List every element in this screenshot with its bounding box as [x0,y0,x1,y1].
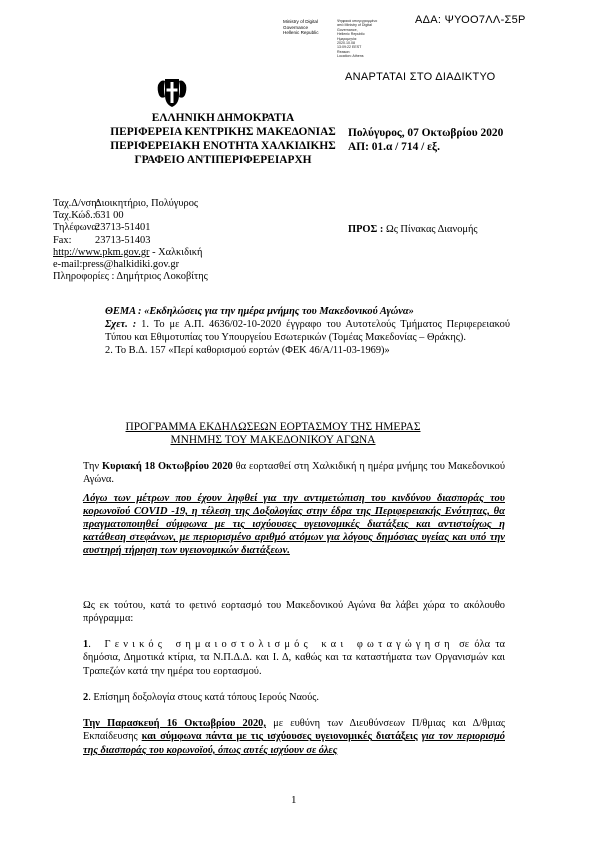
zip-row [53,210,313,222]
program-title-line1: ΠΡΟΓΡΑΜΜΑ ΕΚΔΗΛΩΣΕΩΝ ΕΟΡΤΑΣΜΟΥ ΤΗΣ ΗΜΕΡΑΣ [125,421,421,433]
stamp-detail: Hellenic Republic [337,32,365,37]
stamp-detail: Reason: [337,49,351,54]
phone-label: Τηλέφωνα: [53,222,100,234]
zip-value: 631 00 [95,210,124,222]
recipients-label: ΠΡΟΣ : [348,224,384,235]
paragraph-program-intro: Ως εκ τούτου, κατά το φετινό εορτασμό του Μακεδονικού Αγώνα θα λάβει χώρα το ακόλουθο πρόγραμμα: [83,600,505,625]
recipients [348,224,478,235]
p6-date: Την Παρασκευή 16 Οκτωβρίου 2020, [83,718,266,729]
greek-emblem-icon [155,75,189,114]
phone-row [53,222,313,234]
email-row [53,259,313,271]
recipients-value: Ως Πίνακας Διανομής [383,224,478,235]
stamp-detail: Governance, [337,27,358,32]
paragraph-covid-measures: Λόγω των μέτρων που έχουν ληφθεί για την αντιμετώπιση του κινδύνου διασποράς του κορωνοϊού COVID -19, η τέλεση της Δοξολογίας στην έδρα της Περιφερειακής Ενότητας, θα πραγματοποιηθεί σύμφωνα με τις ισχύουσες υγειονομικές διατάξεις και αντιστοίχως η κατάθεση στεφάνων, με περιορισμένο αριθμό ατόμων για λόγους δημόσιας υγείας και υπό την αυστηρή τήρηση των υγειονομικών διατάξεων. [83,493,505,557]
item-2-number: 2 [83,692,89,703]
header-regional-unit: ΠΕΡΙΦΕΡΕΙΑΚΗ ΕΝΟΤΗΤΑ ΧΑΛΚΙΔΙΚΗΣ [110,140,336,152]
stamp-detail: 13:09:22 EEST [337,45,362,50]
p6-restriction: για τον περιορισμό της διασποράς του κορωνοϊού, όπως αυτές ισχύουν σε όλες [83,731,505,756]
website-row [53,247,313,259]
paragraph-friday [83,717,505,757]
stamp-detail: Ημερομηνία: [337,36,358,41]
place-date: Πολύγυρος, 07 Οκτωβρίου 2020 [348,127,504,139]
stamp-detail: 2020.10.08 [337,41,355,46]
zip-label: Ταχ.Κώδ.: [53,210,96,222]
program-title [53,421,493,446]
fax-value: 23713-51403 [95,234,151,246]
info-row [53,271,313,283]
p6-text: με ευθύνη των Διευθύνσεων Π/θμιας και Δ/θμιας Εκπαίδευσης [83,718,505,743]
stamp-line: Hellenic Republic [283,30,319,36]
header-country: ΕΛΛΗΝΙΚΗ ΔΗΜΟΚΡΑΤΙΑ [151,112,295,124]
digital-signature-details [337,19,397,59]
item-1-number: 1 [83,639,89,650]
published-online-note: ΑΝΑΡΤΑΤΑΙ ΣΤΟ ΔΙΑΔΙΚΤΥΟ [345,71,496,83]
item-1-spaced: . Γενικός σημαιοστολισμός και φωταγώγηση [88,639,454,650]
info-contact: Πληροφορίες : Δημήτριος Λοκοβίτης [53,271,208,283]
item-1-text: σε όλα τα δημόσια, Δημοτικά κτίρια, τα Ν.Π.Δ.Δ. και Ι. Δ, καθώς και τα καταστήματα των Οργανισμών και Τραπεζών κατά την ημέρα του εορτασμού. [83,639,505,677]
header-region: ΠΕΡΙΦΕΡΕΙΑ ΚΕΝΤΡΙΚΗΣ ΜΑΚΕΔΟΝΙΑΣ [110,126,336,138]
phone-value: 23713-51401 [95,222,151,234]
protocol-number: ΑΠ: 01.α / 714 / εξ. [348,141,440,153]
program-title-line2: ΜΝΗΜΗΣ ΤΟΥ ΜΑΚΕΔΟΝΙΚΟΥ ΑΓΩΝΑ [170,433,376,446]
reference-1-text: 1. Το με Α.Π. 4636/02-10-2020 έγγραφο του Αυτοτελούς Τμήματος Περιφερειακού Τύπου και Εθιμοτυπίας του Υπουργείου Εσωτερικών (Τομέας Μακεδονίας – Θράκης). [105,319,510,343]
p6-compliance: και σύμφωνα πάντα με τις ισχύουσες υγειονομικές διατάξεις [141,731,418,743]
page-number: 1 [291,794,297,806]
address-row [53,198,313,210]
item-2-text: . Επίσημη δοξολογία στους κατά τόπους Ιερούς Ναούς. [88,692,319,703]
website-link[interactable]: http://www.pkm.gov.gr [53,246,150,258]
street-label: Ταχ.Δ/νση: [53,198,100,209]
stamp-line: Ministry of Digital [283,19,318,24]
subject-value: «Εκδηλώσεις για την ημέρα μνήμης του Μακεδονικού Αγώνα» [144,306,414,317]
paragraph-date [83,460,505,487]
subject-line [105,305,510,318]
program-item-2 [83,691,505,704]
fax-row [53,235,313,247]
reference-2: 2. Το Β.Δ. 157 «Περί καθορισμού εορτών (ΦΕΚ 46/Α/11-03-1969)» [105,345,390,356]
reference-1 [105,318,510,344]
subject-label: ΘΕΜΑ : [105,306,145,317]
program-item-1 [83,638,505,678]
p1-start: Την [83,461,103,472]
stamp-detail: Ψηφιακά υπογεγραμμένο [337,19,378,23]
street-value: Διοικητήριο, Πολύγυρος [95,198,199,209]
stamp-detail: Location: Athens [337,54,364,59]
stamp-detail: από Ministry of Digital [337,23,372,28]
p1-date: Κυριακή 18 Οκτωβρίου 2020 [102,461,233,472]
ada-code: ΑΔΑ: ΨΥΟΟ7ΛΛ-Σ5Ρ [415,14,526,26]
fax-label: Fax: [53,234,72,246]
contact-block [53,198,313,318]
email-value: e-mail:press@halkidiki.gov.gr [53,258,180,270]
stamp-line: Governance [283,24,309,30]
reference-label: Σχετ. : [105,319,137,330]
subject-block [105,305,510,357]
header-office: ΓΡΑΦΕΙΟ ΑΝΤΙΠΕΡΙΦΕΡΕΙΑΡΧΗ [134,154,312,166]
website-suffix: - Χαλκιδική [149,246,203,258]
p1-end: θα εορτασθεί στη Χαλκιδική η ημέρα μνήμης του Μακεδονικού Αγώνα. [83,461,505,486]
